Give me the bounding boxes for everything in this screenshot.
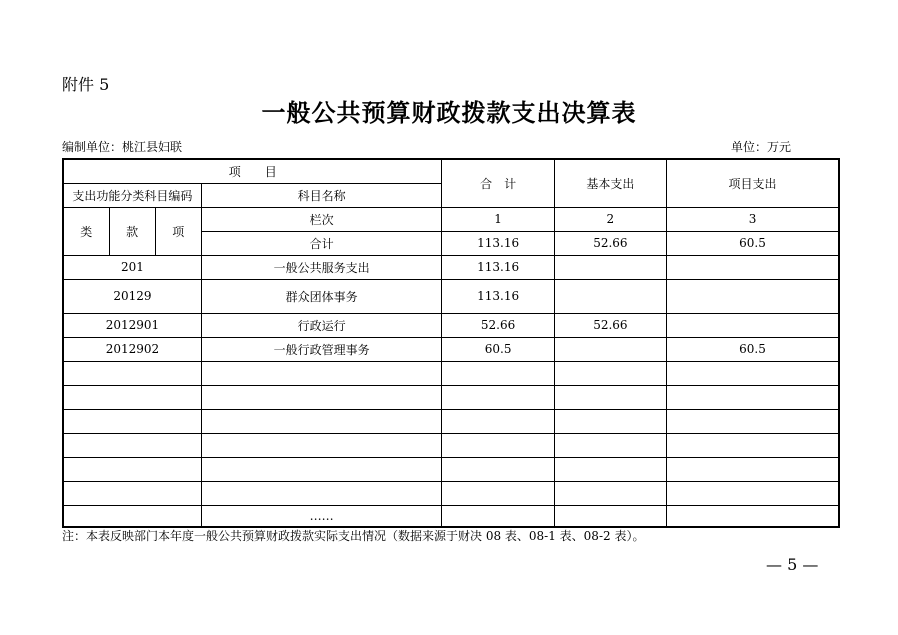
empty-cell	[554, 409, 666, 433]
empty-cell	[63, 409, 201, 433]
column-index-label: 栏次	[201, 207, 442, 231]
row-code: 201	[63, 255, 201, 279]
footnote: 注：本表反映部门本年度一般公共预算财政拨款实际支出情况（数据来源于财决 08 表、08-1 表、08-2 表）。	[62, 529, 645, 543]
empty-cell	[667, 481, 839, 505]
row-name: 一般行政管理事务	[201, 337, 442, 361]
table-row	[63, 337, 839, 361]
row-total: 60.5	[442, 337, 554, 361]
row-code: 2012901	[63, 313, 201, 337]
row-total: 113.16	[442, 255, 554, 279]
header-kuan: 款	[109, 207, 155, 255]
row-project	[667, 255, 839, 279]
empty-cell	[442, 481, 554, 505]
empty-cell	[442, 505, 554, 527]
header-basic: 基本支出	[554, 159, 666, 207]
empty-cell	[442, 433, 554, 457]
empty-row	[63, 409, 839, 433]
empty-cell	[201, 409, 442, 433]
column-index-row	[63, 207, 839, 231]
empty-row	[63, 481, 839, 505]
empty-cell	[201, 481, 442, 505]
sum-project: 60.5	[667, 231, 839, 255]
empty-cell	[63, 457, 201, 481]
empty-cell	[667, 409, 839, 433]
page-title: 一般公共预算财政拨款支出决算表	[261, 98, 637, 127]
header-lei: 类	[63, 207, 109, 255]
empty-cell	[667, 505, 839, 527]
row-basic: 52.66	[554, 313, 666, 337]
column-index-2: 2	[554, 207, 666, 231]
row-basic	[554, 279, 666, 313]
row-name: 行政运行	[201, 313, 442, 337]
row-basic	[554, 337, 666, 361]
attachment-label: 附件 5	[62, 75, 110, 94]
budget-table	[62, 158, 840, 528]
row-project	[667, 313, 839, 337]
row-total: 52.66	[442, 313, 554, 337]
empty-cell	[554, 361, 666, 385]
column-index-3: 3	[667, 207, 839, 231]
org-label: 编制单位：桃江县妇联	[62, 140, 183, 154]
row-name: 一般公共服务支出	[201, 255, 442, 279]
page-number: — 5 —	[766, 555, 819, 574]
sum-total: 113.16	[442, 231, 554, 255]
header-project: 项目支出	[667, 159, 839, 207]
header-code: 支出功能分类科目编码	[63, 183, 201, 207]
table-row	[63, 313, 839, 337]
empty-cell	[201, 385, 442, 409]
row-code: 2012902	[63, 337, 201, 361]
empty-row	[63, 457, 839, 481]
header-row-1	[63, 159, 839, 183]
column-index-1: 1	[442, 207, 554, 231]
empty-cell	[442, 385, 554, 409]
empty-cell	[442, 409, 554, 433]
empty-cell	[667, 433, 839, 457]
empty-cell	[442, 361, 554, 385]
empty-cell	[554, 457, 666, 481]
header-total: 合 计	[442, 159, 554, 207]
header-item: 项 目	[63, 159, 442, 183]
row-name: 群众团体事务	[201, 279, 442, 313]
empty-cell	[63, 433, 201, 457]
empty-cell	[667, 361, 839, 385]
row-code: 20129	[63, 279, 201, 313]
empty-cell	[554, 385, 666, 409]
empty-cell	[667, 385, 839, 409]
empty-cell	[63, 385, 201, 409]
header-xiang: 项	[155, 207, 201, 255]
empty-cell	[63, 361, 201, 385]
empty-cell	[201, 361, 442, 385]
empty-cell	[201, 457, 442, 481]
sum-basic: 52.66	[554, 231, 666, 255]
row-basic	[554, 255, 666, 279]
empty-cell	[554, 433, 666, 457]
empty-cell	[554, 481, 666, 505]
table-row	[63, 255, 839, 279]
header-name: 科目名称	[201, 183, 442, 207]
empty-cell	[667, 457, 839, 481]
sum-label: 合计	[201, 231, 442, 255]
row-total: 113.16	[442, 279, 554, 313]
row-project: 60.5	[667, 337, 839, 361]
empty-cell	[63, 481, 201, 505]
empty-cell	[201, 433, 442, 457]
empty-row	[63, 385, 839, 409]
unit-label: 单位：万元	[731, 140, 792, 154]
empty-cell	[63, 505, 201, 527]
empty-row	[63, 433, 839, 457]
empty-cell	[554, 505, 666, 527]
empty-cell	[442, 457, 554, 481]
row-project	[667, 279, 839, 313]
empty-row	[63, 361, 839, 385]
ellipsis-cell: ……	[201, 505, 442, 527]
ellipsis-row	[63, 505, 839, 527]
table-row	[63, 279, 839, 313]
